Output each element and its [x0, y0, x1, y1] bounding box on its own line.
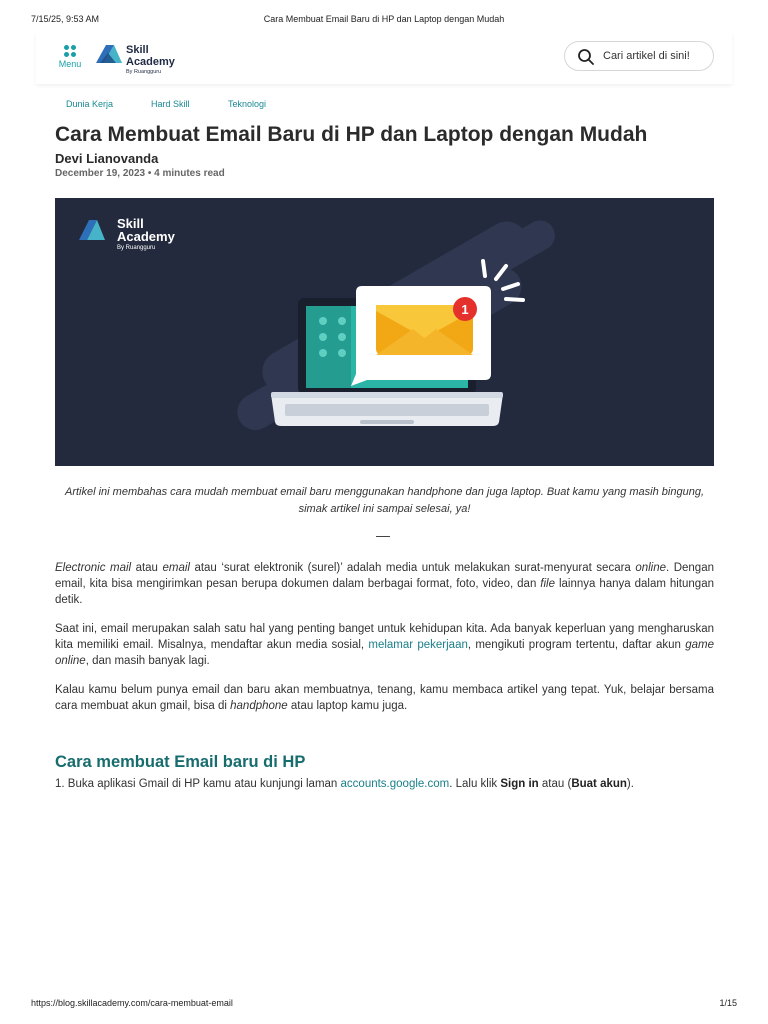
- article-title: Cara Membuat Email Baru di HP dan Laptop dengan Mudah: [55, 123, 648, 146]
- term-sign-in: Sign in: [500, 778, 539, 790]
- logo-text-line2: Academy: [126, 56, 175, 68]
- article-meta: December 19, 2023 • 4 minutes read: [55, 168, 225, 179]
- hero-logo-line3: By Ruangguru: [117, 245, 156, 251]
- search-icon: [577, 48, 595, 66]
- term-game-online: game online: [55, 639, 714, 667]
- print-page-number: 1/15: [719, 998, 737, 1008]
- paragraph-3: Kalau kamu belum punya email dan baru akan membuatnya, tenang, kamu membaca artikel yang tepat. Yuk, belajar bersama cara membuat akun gmail, bisa di handphone atau laptop kamu juga.: [55, 684, 714, 712]
- link-accounts-google[interactable]: accounts.google.com: [340, 778, 450, 790]
- notification-badge-icon: [453, 297, 477, 321]
- notification-badge-count: 1: [461, 302, 469, 317]
- hero-caption: Artikel ini membahas cara mudah membuat email baru menggunakan handphone dan juga laptop. Buat kamu yang masih bingung, simak artikel ini sampai selesai, ya!: [64, 486, 704, 515]
- search-placeholder: Cari artikel di sini!: [603, 50, 690, 62]
- term-online: online: [635, 562, 667, 574]
- paragraph-2: Saat ini, email merupakan salah satu hal yang penting banget untuk kehidupan kita. Ada banyak keperluan yang mengharuskan kita memiliki email. Misalnya, mendaftar akun media sosial, melamar pekerjaan, mengikuti program tertentu, daftar akun game online, dan masih banyak lagi.: [55, 623, 714, 667]
- term-electronic-mail: Electronic mail: [55, 562, 132, 574]
- category-links: [0, 99, 768, 113]
- step-1: 1. Buka aplikasi Gmail di HP kamu atau kunjungi laman accounts.google.com. Lalu klik Sign in atau (Buat akun).: [55, 778, 634, 790]
- term-buat-akun: Buat akun: [571, 778, 627, 790]
- skill-academy-logo-mark: [96, 45, 122, 63]
- link-melamar-pekerjaan[interactable]: melamar pekerjaan: [368, 639, 468, 651]
- category-dunia-kerja[interactable]: Dunia Kerja: [66, 99, 114, 109]
- print-footer: [0, 998, 768, 1010]
- article-author[interactable]: Devi Lianovanda: [55, 151, 159, 166]
- site-logo[interactable]: [94, 41, 204, 75]
- print-url: https://blog.skillacademy.com/cara-membuat-email: [31, 998, 233, 1008]
- menu-grid-icon: [63, 44, 77, 58]
- menu-label: Menu: [58, 59, 82, 69]
- print-datetime: 7/15/25, 9:53 AM: [31, 14, 100, 24]
- search-box[interactable]: [564, 41, 714, 71]
- category-hard-skill[interactable]: Hard Skill: [151, 99, 190, 109]
- hero-logo-line1: Skill: [117, 216, 144, 231]
- print-page-title: Cara Membuat Email Baru di HP dan Laptop dengan Mudah: [263, 14, 505, 24]
- term-email: email: [162, 562, 190, 574]
- print-header: [0, 14, 768, 26]
- paragraph-1: Electronic mail atau email atau ‘surat elektronik (surel)’ adalah media untuk melakukan surat-menyurat secara online. Dengan email, kita bisa mengirimkan pesan berupa dokumen dalam berbagai format, foto, video, dan file lainnya hanya dalam hitungan detik.: [55, 562, 714, 606]
- hero-logo-line2: Academy: [117, 229, 175, 244]
- term-file: file: [540, 578, 555, 590]
- category-teknologi[interactable]: Teknologi: [228, 99, 267, 109]
- site-header: [36, 32, 732, 84]
- section-heading: Cara membuat Email baru di HP: [55, 753, 306, 771]
- menu-button[interactable]: [56, 44, 84, 69]
- logo-text-line3: By Ruangguru: [126, 69, 162, 75]
- separator: [376, 536, 390, 537]
- hero-logo: [79, 216, 176, 251]
- term-handphone: handphone: [230, 700, 288, 712]
- hero-image: [55, 198, 714, 466]
- logo-text-line1: Skill: [126, 44, 149, 56]
